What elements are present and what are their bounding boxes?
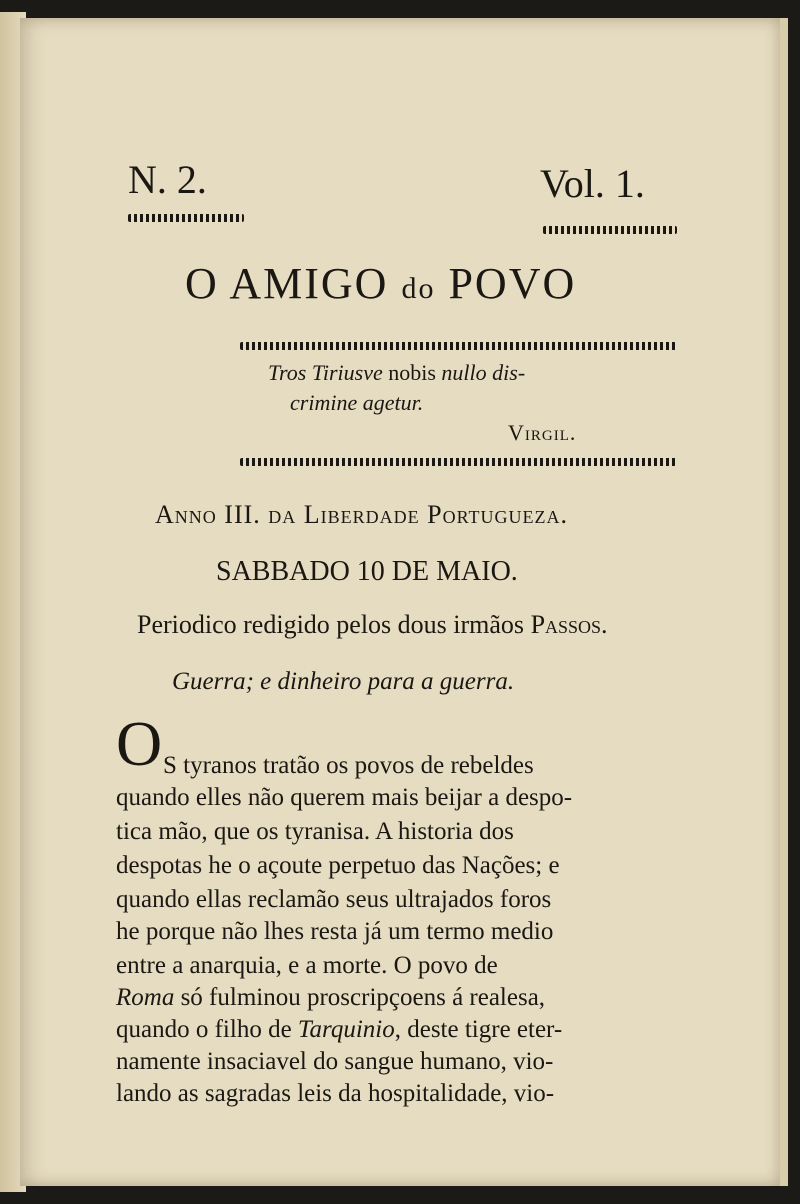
- body-line: [163, 752, 534, 780]
- masthead-part1: O AMIGO: [185, 259, 389, 308]
- wavy-rule-bottom-motto: [240, 458, 676, 466]
- body-line: [116, 1080, 554, 1108]
- masthead-title: [185, 258, 576, 309]
- motto-line1-a: Tros Tiriusve: [268, 360, 383, 385]
- volume-number: Vol. 1.: [540, 161, 645, 206]
- masthead-part2: do: [401, 272, 436, 305]
- body-text-span: , deste tigre eter-: [394, 1016, 563, 1043]
- body-text-span: quando o filho de: [116, 1016, 298, 1043]
- body-text-span: só fulminou proscripçoens á realesa,: [174, 984, 546, 1011]
- page-edge: [780, 18, 788, 1186]
- body-line: [116, 784, 572, 812]
- anno-year: III.: [224, 500, 261, 529]
- body-text-span: S tyranos tratão os povos de rebeldes: [163, 752, 534, 779]
- body-text-span: he porque não lhes resta já um termo medio: [116, 918, 554, 945]
- editor-names: Passos.: [530, 610, 608, 639]
- body-italic-span: Roma: [116, 984, 175, 1011]
- body-line: [116, 1048, 553, 1076]
- motto-line-2: crimine agetur.: [290, 390, 424, 415]
- anno-suffix: Liberdade Portugueza.: [303, 500, 569, 529]
- motto-line1-b: nobis: [388, 360, 436, 385]
- body-text-span: quando ellas reclamão seus ultrajados foros: [116, 886, 552, 913]
- epigraph: Guerra; e dinheiro para a guerra.: [172, 668, 515, 695]
- motto-line-1: [268, 360, 525, 386]
- body-line: [116, 1016, 562, 1044]
- drop-cap: O: [116, 708, 163, 779]
- anno-mid: da: [268, 500, 297, 529]
- editor-text: Periodico redigido pelos dous irmãos: [137, 610, 525, 639]
- body-line: [116, 818, 514, 846]
- wavy-rule-top-motto: [240, 342, 676, 350]
- body-italic-span: Tarquinio: [297, 1016, 395, 1043]
- body-line: [116, 852, 560, 880]
- anno-prefix: Anno: [155, 500, 217, 529]
- body-line: [116, 984, 545, 1012]
- wavy-rule-right: [543, 226, 677, 234]
- body-text-span: lando as sagradas leis da hospitalidade, vio-: [116, 1080, 555, 1107]
- body-line: [116, 886, 551, 914]
- body-text-span: quando elles não querem mais beijar a despo-: [116, 784, 573, 811]
- motto-attribution: Virgil.: [508, 420, 577, 445]
- editor-line: [137, 610, 608, 640]
- wavy-rule-left: [128, 214, 244, 222]
- body-line: [116, 952, 498, 980]
- body-line: [116, 918, 553, 946]
- body-text-span: tica mão, que os tyranisa. A historia dos: [116, 818, 514, 845]
- body-text-span: entre a anarquia, e a morte. O povo de: [116, 952, 498, 979]
- body-text-span: namente insaciavel do sangue humano, vio-: [116, 1048, 554, 1075]
- masthead-part3: POVO: [448, 259, 577, 308]
- anno-line: [155, 500, 568, 530]
- issue-number: N. 2.: [128, 157, 207, 202]
- issue-date: SABBADO 10 DE MAIO.: [216, 556, 518, 587]
- body-text-span: despotas he o açoute perpetuo das Nações; e: [116, 852, 560, 879]
- motto-line1-c: nullo dis-: [441, 360, 526, 385]
